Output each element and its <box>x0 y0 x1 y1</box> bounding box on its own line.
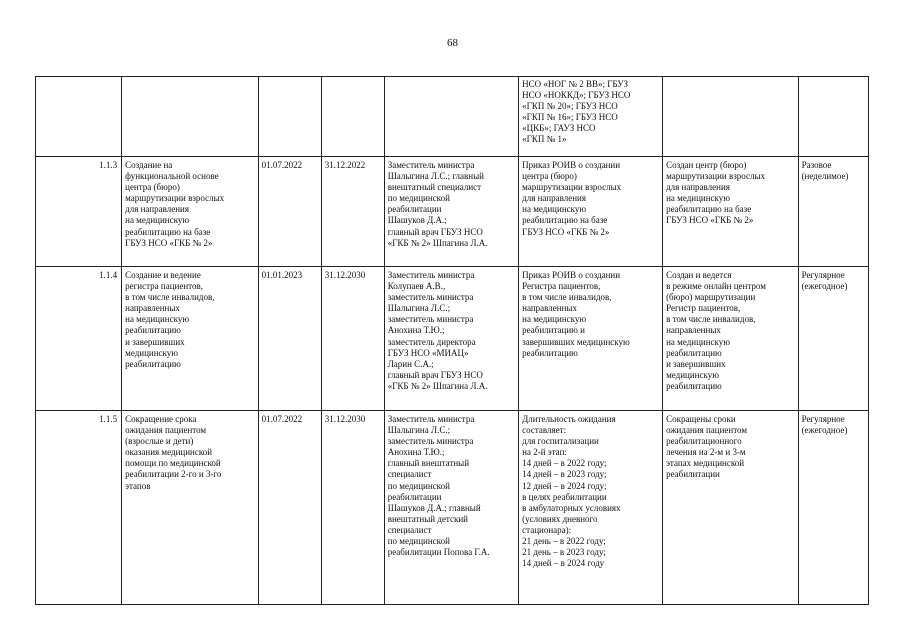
cell-activity: Создание и ведение регистра пациентов, в том числе инвалидов, направленных на медицинскую реабилитацию и завершивших медицинскую реабилитацию <box>122 267 259 411</box>
table-row-continuation <box>36 77 869 157</box>
cell-responsible <box>384 77 518 157</box>
cell-start-date: 01.07.2022 <box>258 157 321 267</box>
cell-result: Создан и ведется в режиме онлайн центром (бюро) маршрутизации Регистр пациентов, в том числе инвалидов, направленных на медицинскую реабилитацию и завершивших медицинскую реабилитацию <box>663 267 799 411</box>
cell-indicator: Приказ РОИВ о создании Регистра пациентов, в том числе инвалидов, направленных на медицинскую реабилитацию и завершивших медицинскую реабилитацию <box>519 267 663 411</box>
cell-responsible: Заместитель министра Колупаев А.В., заместитель министра Шалыгина Л.С.; заместитель министра Анохина Т.Ю.; заместитель директора ГБУЗ НСО «МИАЦ» Ларин С.А.; главный врач ГБУЗ НСО «ГКБ № 2» Шпагина Л.А. <box>384 267 518 411</box>
cell-responsible: Заместитель министра Шалыгина Л.С.; заместитель министра Анохина Т.Ю.; главный внештатный специалист по медицинской реабилитации Шашуков Д.А.; главный внештатный детский специалист по медицинской реабилитации Попова Г.А. <box>384 411 518 605</box>
cell-activity: Создание на функциональной основе центра (бюро) маршрутизации взрослых для направления на медицинскую реабилитацию на базе ГБУЗ НСО «ГКБ № 2» <box>122 157 259 267</box>
cell-end-date: 31.12.2030 <box>321 267 384 411</box>
cell-type <box>798 77 868 157</box>
cell-num: 1.1.5 <box>36 411 122 605</box>
cell-activity <box>122 77 259 157</box>
table-row <box>36 267 869 411</box>
page-number: 68 <box>447 37 458 49</box>
activity-table <box>35 76 869 605</box>
cell-start-date <box>258 77 321 157</box>
table-row <box>36 411 869 605</box>
table-row <box>36 157 869 267</box>
cell-end-date: 31.12.2030 <box>321 411 384 605</box>
cell-responsible: Заместитель министра Шалыгина Л.С.; главный внештатный специалист по медицинской реабилитации Шашуков Д.А.; главный врач ГБУЗ НСО «ГКБ № 2» Шпагина Л.А. <box>384 157 518 267</box>
cell-type: Регулярное (ежегодное) <box>798 267 868 411</box>
cell-result: Создан центр (бюро) маршрутизации взрослых для направления на медицинскую реабилитацию на базе ГБУЗ НСО «ГКБ № 2» <box>663 157 799 267</box>
cell-indicator: Приказ РОИВ о создании центра (бюро) маршрутизации взрослых для направления на медицинскую реабилитацию на базе ГБУЗ НСО «ГКБ № 2» <box>519 157 663 267</box>
cell-indicator: НСО «НОГ № 2 ВВ»; ГБУЗ НСО «НОККД»; ГБУЗ НСО «ГКП № 20»; ГБУЗ НСО «ГКП № 16»; ГБУЗ НСО «ЦКБ»; ГАУЗ НСО «ГКП № 1» <box>519 77 663 157</box>
cell-start-date: 01.01.2023 <box>258 267 321 411</box>
cell-end-date <box>321 77 384 157</box>
cell-num: 1.1.4 <box>36 267 122 411</box>
cell-result: Сокращены сроки ожидания пациентом реабилитационного лечения на 2-м и 3-м этапах медицинской реабилитации <box>663 411 799 605</box>
cell-end-date: 31.12.2022 <box>321 157 384 267</box>
cell-type: Разовое (неделимое) <box>798 157 868 267</box>
cell-result <box>663 77 799 157</box>
cell-num: 1.1.3 <box>36 157 122 267</box>
cell-indicator: Длительность ожидания составляет: для госпитализации на 2-й этап: 14 дней – в 2022 году; 14 дней – в 2023 году; 12 дней – в 2024 году; в целях реабилитации в амбулаторных условиях (условиях дневного стационара): 21 день – в 2022 году; 21 день – в 2023 году; 14 дней – в 2024 году <box>519 411 663 605</box>
cell-start-date: 01.07.2022 <box>258 411 321 605</box>
cell-type: Регулярное (ежегодное) <box>798 411 868 605</box>
cell-num <box>36 77 122 157</box>
cell-activity: Сокращение срока ожидания пациентом (взрослые и дети) оказания медицинской помощи по медицинской реабилитации 2-го и 3-го этапов <box>122 411 259 605</box>
